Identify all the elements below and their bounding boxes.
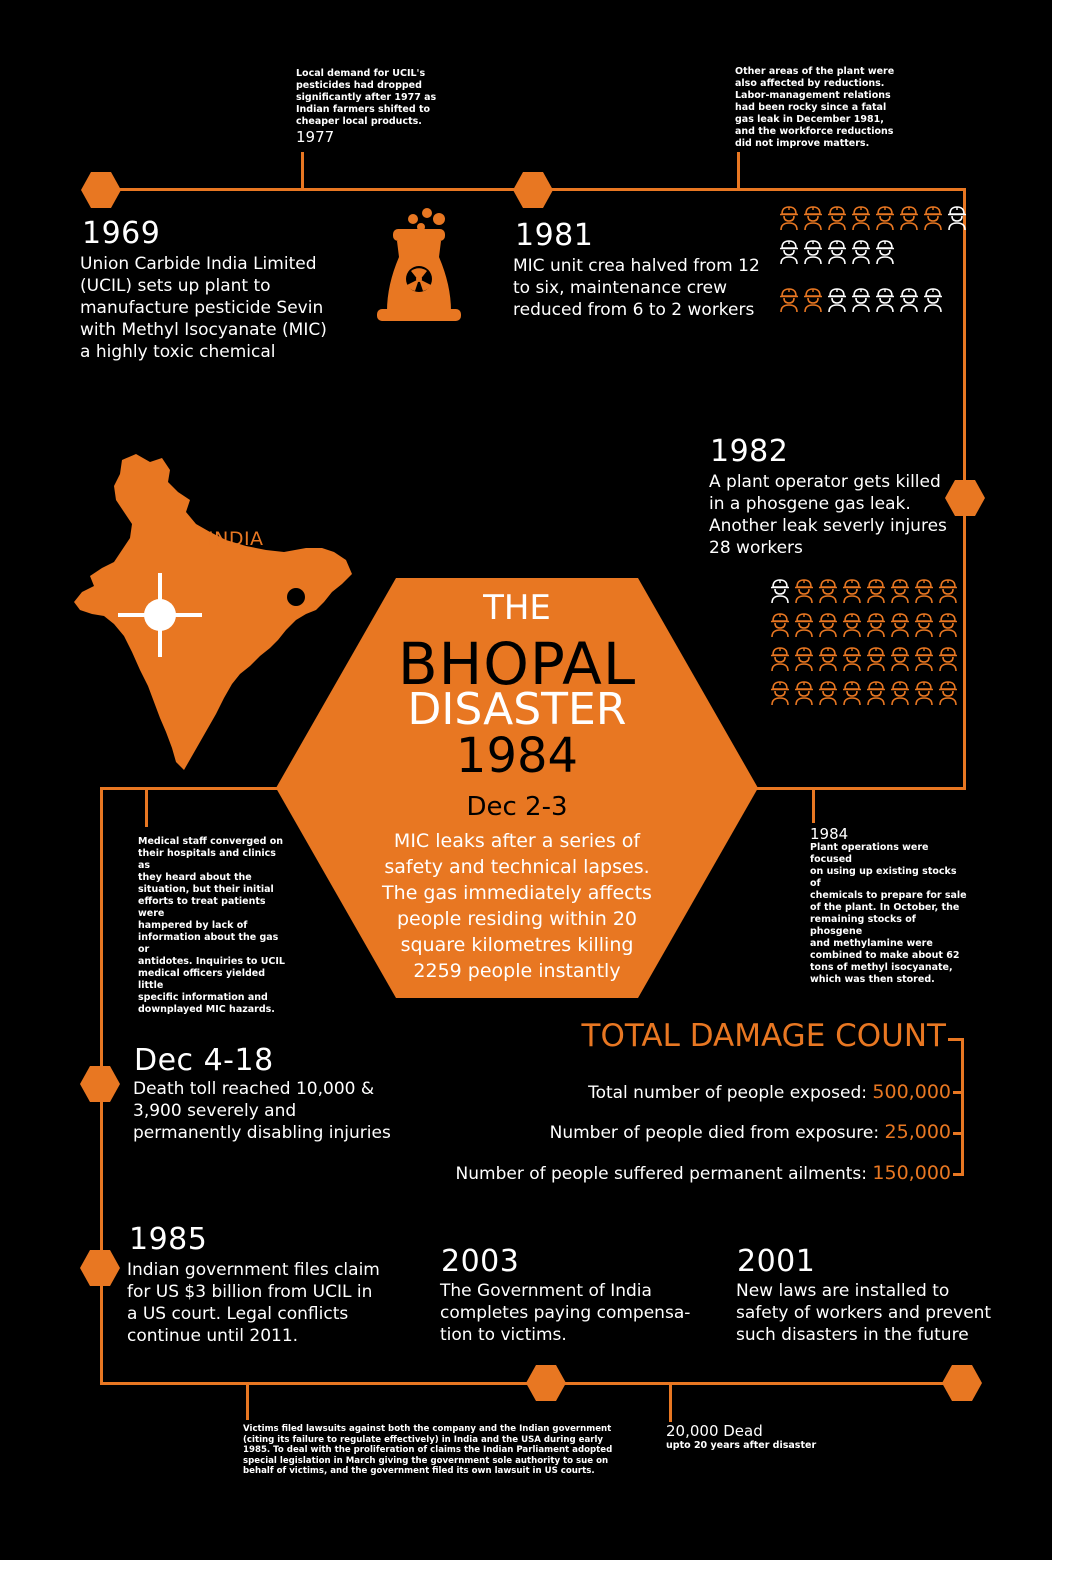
worker-icon [914,612,934,638]
damage-row-exposed [588,1081,951,1103]
note-line: had been rocky since a fatal [735,102,887,113]
worker-icon [866,646,886,672]
damage-title: TOTAL DAMAGE COUNT [581,1018,946,1054]
event-1981-description [513,255,773,321]
worker-icon [851,205,871,231]
damage-label: Number of people died from exposure: [549,1123,880,1143]
worker-icon [914,646,934,672]
event-2001-year: 2001 [737,1244,816,1279]
note-line: which was then stored. [810,974,935,985]
note-line: situation, but their initial [138,884,274,895]
title-disaster: DISASTER [407,684,627,735]
damage-value: 500,000 [872,1081,951,1103]
worker-icon [827,287,847,313]
worker-icon [770,612,790,638]
worker-icon [890,578,910,604]
note-line: information about the gas or [138,932,279,955]
note-line: 1985. To deal with the proliferation of claims the Indian Parliament adopted [243,1445,613,1455]
note-line: efforts to treat patients were [138,896,266,919]
event-2003-year: 2003 [441,1244,520,1279]
worker-icon [890,680,910,706]
timeline-hex-node [81,172,121,208]
desc-line: a highly toxic chemical [80,342,276,362]
desc-line: MIC unit crea halved from 12 [513,256,760,276]
desc-line: 3,900 severely and [133,1101,297,1121]
worker-icon [923,287,943,313]
desc-line: Union Carbide India Limited [80,254,317,274]
center-description [276,828,758,984]
desc-line: The gas immediately affects [382,882,652,904]
worker-icon [947,205,967,231]
connector-tick [301,152,304,190]
damage-bracket-tick [953,1132,963,1135]
timeline-hex-node [942,1365,982,1401]
event-1985-description [127,1259,407,1347]
desc-line: manufacture pesticide Sevin [80,298,324,318]
worker-icon [827,205,847,231]
worker-icon [938,680,958,706]
desc-line: safety of workers and prevent [736,1303,992,1323]
damage-bracket-tick [953,1173,963,1176]
event-dec418-year: Dec 4-18 [134,1043,274,1078]
desc-line: such disasters in the future [736,1325,969,1345]
note-lawsuits [243,1424,643,1477]
damage-row-ailments [456,1162,951,1184]
note-line: also affected by reductions. [735,78,885,89]
worker-icon [899,205,919,231]
worker-icon [803,205,823,231]
worker-icon [818,680,838,706]
worker-icon [794,612,814,638]
central-hexagon [276,578,758,998]
note-line: and methylamine were [810,938,933,949]
connector-tick [145,789,148,827]
desc-line: 2259 people instantly [413,960,621,982]
worker-icon [794,680,814,706]
worker-icon-row [779,239,967,265]
note-line: Victims filed lawsuits against both the company and the Indian government [243,1424,612,1434]
worker-icon [770,578,790,604]
worker-icon [875,239,895,265]
worker-icon [842,646,862,672]
worker-icon [890,612,910,638]
desc-line: for US $3 billion from UCIL in [127,1282,373,1302]
desc-line: completes paying compensa- [440,1303,691,1323]
desc-line: tion to victims. [440,1325,567,1345]
dead-subline: upto 20 years after disaster [666,1440,817,1451]
desc-line: Another leak severly injures [709,516,947,536]
worker-icon [779,287,799,313]
damage-label: Total number of people exposed: [588,1083,868,1103]
event-1985-year: 1985 [129,1222,208,1257]
worker-icon [818,646,838,672]
worker-icon [851,287,871,313]
worker-icon [794,578,814,604]
worker-icon [770,680,790,706]
note-1977 [296,68,456,146]
event-1981-year: 1981 [515,218,594,253]
connector-tick [246,1384,249,1420]
note-line: (citing its failure to regulate effectively) in India and the USA during early [243,1434,604,1445]
desc-line: with Methyl Isocyanate (MIC) [80,320,327,340]
desc-line: people residing within 20 [396,908,638,930]
worker-icon [803,239,823,265]
damage-bracket-tick [948,1038,963,1041]
worker-icons-1981 [779,205,967,313]
worker-icon [842,612,862,638]
desc-line: in a phosgene gas leak. [709,494,911,514]
worker-icon-row [779,205,967,231]
note-line: behalf of victims, and the government filed its own lawsuit in US courts. [243,1466,595,1476]
worker-icon [818,612,838,638]
worker-icon [890,646,910,672]
event-1969-year: 1969 [82,216,161,251]
note-line: Medical staff converged on [138,836,284,847]
note-line: their hospitals and clinics as [138,848,276,871]
worker-icon-row [770,578,958,604]
worker-icon-row [770,680,958,706]
note-line: combined to make about 62 [810,950,960,961]
map-label-india: INDIA [208,528,264,550]
note-line: medical officers yielded little [138,968,266,991]
damage-row-died [550,1121,951,1143]
note-line: gas leak in December 1981, [735,114,884,125]
worker-icons-1982 [770,578,958,706]
note-1984 [810,825,970,986]
note-line: did not improve matters. [735,138,870,149]
worker-icon [938,578,958,604]
worker-icon [842,680,862,706]
note-year: 1977 [296,128,335,146]
event-2001-description [736,1280,1026,1346]
desc-line: reduced from 6 to 2 workers [513,300,755,320]
note-line: cheaper local products. [296,116,422,127]
dead-headline: 20,000 Dead [666,1422,763,1440]
desc-line: The Government of India [440,1281,652,1301]
timeline-hex-node [526,1365,566,1401]
worker-icon [875,205,895,231]
center-date: Dec 2-3 [466,792,568,822]
worker-icon-row [770,612,958,638]
note-line: downplayed MIC hazards. [138,1004,275,1015]
note-line: Indian farmers shifted to [296,104,431,115]
worker-icon [770,646,790,672]
event-1969-description [80,253,360,363]
note-line: tons of methyl isocyanate, [810,962,953,973]
worker-icon-row [779,287,967,313]
event-1982-year: 1982 [710,434,789,469]
worker-icon [938,612,958,638]
worker-icon [938,646,958,672]
worker-icon [899,287,919,313]
title-bhopal: BHOPAL [397,630,637,698]
desc-line: A plant operator gets killed [709,472,941,492]
timeline-hex-node [80,1066,120,1102]
worker-icon [914,680,934,706]
desc-line: MIC leaks after a series of [393,830,641,852]
damage-value: 25,000 [884,1121,951,1143]
note-line: Labor-management relations [735,90,891,101]
timeline-hex-node [513,172,553,208]
worker-icon [779,239,799,265]
note-line: special legislation in March giving the government sole authority to sue on [243,1455,609,1466]
note-labor-relations [735,66,905,150]
worker-icon [827,239,847,265]
event-1982-description [709,471,959,559]
note-line: Local demand for UCIL's [296,68,426,79]
connector-tick [669,1384,672,1422]
worker-icon [818,578,838,604]
note-medical-staff [138,836,288,1016]
desc-line: continue until 2011. [127,1326,299,1346]
damage-bracket-tick [953,1091,963,1094]
note-line: of the plant. In October, the [810,902,960,913]
note-20000-dead [666,1422,816,1451]
event-dec418-description [133,1078,403,1144]
worker-icon [866,680,886,706]
desc-line: 28 workers [709,538,803,558]
note-line: chemicals to prepare for sale [810,890,967,901]
worker-icon [866,578,886,604]
note-line: specific information and [138,992,268,1003]
worker-icon [779,205,799,231]
note-line: hampered by lack of [138,920,248,931]
note-line: Plant operations were focused [810,842,929,865]
worker-icon [794,646,814,672]
note-line: remaining stocks of phosgene [810,914,916,937]
connector-tick [812,789,815,823]
desc-line: Indian government files claim [127,1260,380,1280]
worker-icon [866,612,886,638]
worker-icon-row [770,646,958,672]
event-2003-description [440,1280,700,1346]
note-line: they heard about the [138,872,252,883]
worker-icon [923,205,943,231]
desc-line: square kilometres killing [400,934,634,956]
damage-value: 150,000 [872,1162,951,1184]
title-the: THE [483,588,551,628]
note-line: Other areas of the plant were [735,66,895,77]
worker-icon [842,578,862,604]
worker-icon [851,239,871,265]
desc-line: to six, maintenance crew [513,278,728,298]
desc-line: permanently disabling injuries [133,1123,391,1143]
note-line: significantly after 1977 as [296,92,437,103]
timeline-hex-node [80,1250,120,1286]
worker-icon [803,287,823,313]
damage-bracket [961,1038,964,1176]
note-line: pesticides had dropped [296,80,422,91]
damage-label: Number of people suffered permanent ailments: [455,1164,868,1184]
chemical-factory-icon [375,205,465,323]
note-line: and the workforce reductions [735,126,894,137]
note-line: on using up existing stocks of [810,866,957,889]
worker-icon [914,578,934,604]
desc-line: (UCIL) sets up plant to [80,276,271,296]
desc-line: safety and technical lapses. [384,856,650,878]
note-year: 1984 [810,825,849,843]
connector-tick [737,152,740,190]
note-line: antidotes. Inquiries to UCIL [138,956,285,967]
desc-line: New laws are installed to [736,1281,950,1301]
desc-line: a US court. Legal conflicts [127,1304,349,1324]
worker-icon [875,287,895,313]
title-year: 1984 [455,728,579,784]
desc-line: Death toll reached 10,000 & [133,1079,375,1099]
